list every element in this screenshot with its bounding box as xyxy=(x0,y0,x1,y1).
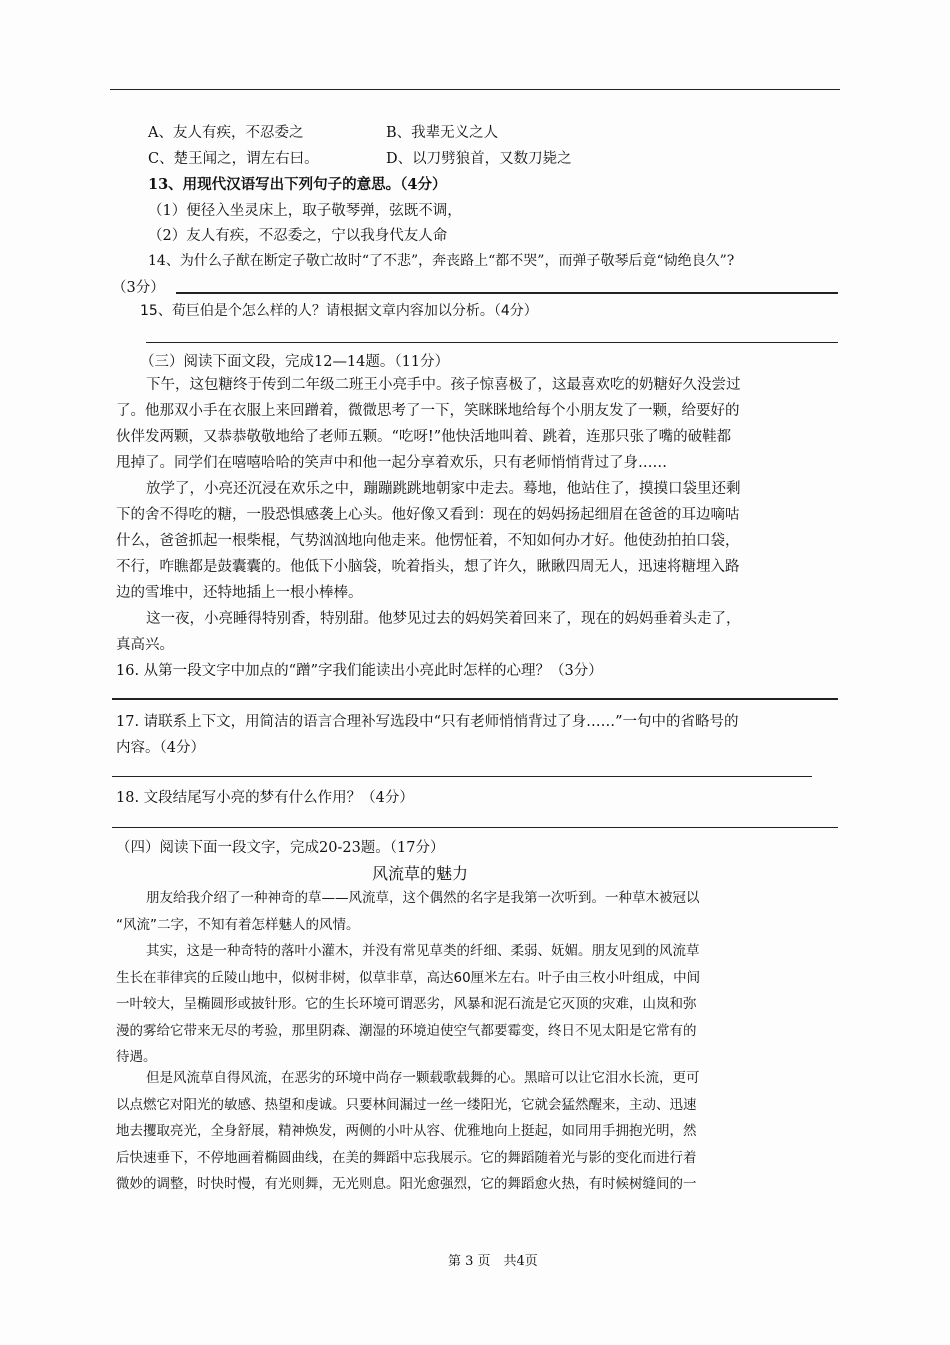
option-a: A、友人有疾，不忍委之 xyxy=(148,125,304,141)
option-d: D、以刀劈狼首，又数刀毙之 xyxy=(386,151,572,167)
option-b: B、我辈无义之人 xyxy=(386,125,499,141)
s3p2-line: 边的雪堆中，还特地插上一根小棒棒。 xyxy=(116,585,363,601)
q13-sentence-2: （2）友人有疾，不忍委之，宁以我身代友人命 xyxy=(148,228,448,244)
s3p2-line: 放学了，小亮还沉浸在欢乐之中，蹦蹦跳跳地朝家中走去。蓦地，他站住了，摸摸口袋里还剩 xyxy=(146,481,741,497)
s3p1-line: 甩掉了。同学们在嘻嘻哈哈的笑声中和他一起分享着欢乐，只有老师悄悄背过了身…… xyxy=(116,455,667,471)
s3p1-line: 了。他那双小手在衣服上来回蹭着，微微思考了一下，笑眯眯地给每个小朋友发了一颗，给要好的 xyxy=(116,403,740,419)
s3p1-line: 下午，这包糖终于传到二年级二班王小亮手中。孩子惊喜极了，这最喜欢吃的奶糖好久没尝过 xyxy=(146,377,741,393)
s4p2-line: 其实，这是一种奇特的落叶小灌木，并没有常见草类的纤细、柔弱、妩媚。朋友见到的风流草 xyxy=(146,943,700,959)
q14-answer-line xyxy=(176,292,838,294)
q14-question: 14、为什么子猷在断定子敬亡故时“了不悲”，奔丧路上“都不哭”，而弹子敬琴后竟“恸绝良久”? xyxy=(148,253,735,269)
top-rule xyxy=(110,89,840,90)
q13-sentence-1: （1）便径入坐灵床上，取子敬琴弹，弦既不调， xyxy=(148,203,462,219)
section4-paragraph-2 xyxy=(116,938,838,1071)
q14-score: （3分） xyxy=(112,280,165,296)
s3p1-line: 伙伴发两颗，又恭恭敬敬地给了老师五颗。“吃呀!”他快活地叫着、跳着，连那只张了嘴的破鞋都 xyxy=(116,429,732,445)
s4p2-line: 生长在菲律宾的丘陵山地中，似树非树，似草非草，高达60厘米左右。叶子由三枚小叶组成，中间 xyxy=(116,969,701,986)
section3-paragraph-2 xyxy=(116,476,838,606)
s4p2-line: 漫的雾给它带来无尽的考验，那里阴森、潮湿的环境迫使空气都要霉变，终日不见太阳是它常有的 xyxy=(116,1022,697,1039)
section4-title: 风流草的魅力 xyxy=(372,864,469,883)
s4p2-line: 一叶较大，呈椭圆形或披针形。它的生长环境可谓恶劣，风暴和泥石流是它灭顶的灾难，山岚和弥 xyxy=(116,996,697,1012)
section3-header: （三）阅读下面文段，完成12—14题。（11分） xyxy=(140,354,450,370)
section4-header: （四）阅读下面一段文字，完成20-23题。（17分） xyxy=(116,840,445,856)
s4p3-line: 后快速垂下，不停地画着椭圆曲线，在美的舞蹈中忘我展示。它的舞蹈随着光与影的变化而进行着 xyxy=(116,1149,697,1166)
s4p3-line: 地去攫取亮光，全身舒展，精神焕发，两侧的小叶从容、优雅地向上挺起，如同用手拥抱光明，然 xyxy=(116,1123,697,1139)
s3p3-line: 真高兴。 xyxy=(116,637,174,653)
s4p3-line: 但是风流草自得风流，在恶劣的环境中尚存一颗载歌载舞的心。黑暗可以让它泪水长流，更可 xyxy=(146,1070,700,1086)
q17-question-line1: 17. 请联系上下文，用简洁的语言合理补写选段中“只有老师悄悄背过了身……”一句中的省略号的 xyxy=(116,714,739,730)
s3p2-line: 不行，咋瞧都是鼓囊囊的。他低下小脑袋，吮着指头，想了许久，瞅瞅四周无人，迅速将糖埋入路 xyxy=(116,559,740,575)
section3-paragraph-1 xyxy=(116,372,838,476)
q13-stem: 13、用现代汉语写出下列句子的意思。（4分） xyxy=(148,176,447,193)
s4p1-line: “风流”二字，不知有着怎样魅人的风情。 xyxy=(116,916,360,933)
q18-answer-line xyxy=(112,827,838,828)
q15-question: 15、荀巨伯是个怎么样的人？请根据文章内容加以分析。（4分） xyxy=(140,303,538,319)
q17-question-line2: 内容。（4分） xyxy=(116,740,205,756)
q16-answer-line xyxy=(112,698,838,700)
option-c: C、楚王闻之，谓左右曰。 xyxy=(148,151,319,167)
section4-paragraph-1 xyxy=(116,885,838,938)
s4p2-line: 待遇。 xyxy=(116,1049,157,1065)
s4p3-line: 微妙的调整，时快时慢，有光则舞，无光则息。阳光愈强烈，它的舞蹈愈火热，有时候树缝间的一 xyxy=(116,1176,697,1192)
s3p2-line: 什么，爸爸抓起一根柴棍，气势汹汹地向他走来。他愣怔着，不知如何办才好。他使劲拍拍口袋， xyxy=(116,533,740,549)
s4p3-line: 以点燃它对阳光的敏感、热望和虔诚。只要林间漏过一丝一缕阳光，它就会猛然醒来，主动、迅速 xyxy=(116,1096,697,1113)
s3p2-line: 下的舍不得吃的糖，一股恐惧感袭上心头。他好像又看到：现在的妈妈扬起细眉在爸爸的耳边嘀咕 xyxy=(116,507,740,523)
page-footer: 第 3 页 共4页 xyxy=(448,1254,538,1269)
q16-question: 16. 从第一段文字中加点的“蹭”字我们能读出小亮此时怎样的心理？（3分） xyxy=(116,663,603,679)
section4-paragraph-3 xyxy=(116,1065,838,1198)
q18-question: 18. 文段结尾写小亮的梦有什么作用？（4分） xyxy=(116,790,414,806)
section3-paragraph-3 xyxy=(116,606,838,658)
q17-answer-line xyxy=(112,776,812,777)
s4p1-line: 朋友给我介绍了一种神奇的草——风流草，这个偶然的名字是我第一次听到。一种草木被冠以 xyxy=(146,890,700,906)
q15-answer-line xyxy=(146,342,838,343)
s3p3-line: 这一夜，小亮睡得特别香，特别甜。他梦见过去的妈妈笑着回来了，现在的妈妈垂着头走了， xyxy=(146,611,741,627)
